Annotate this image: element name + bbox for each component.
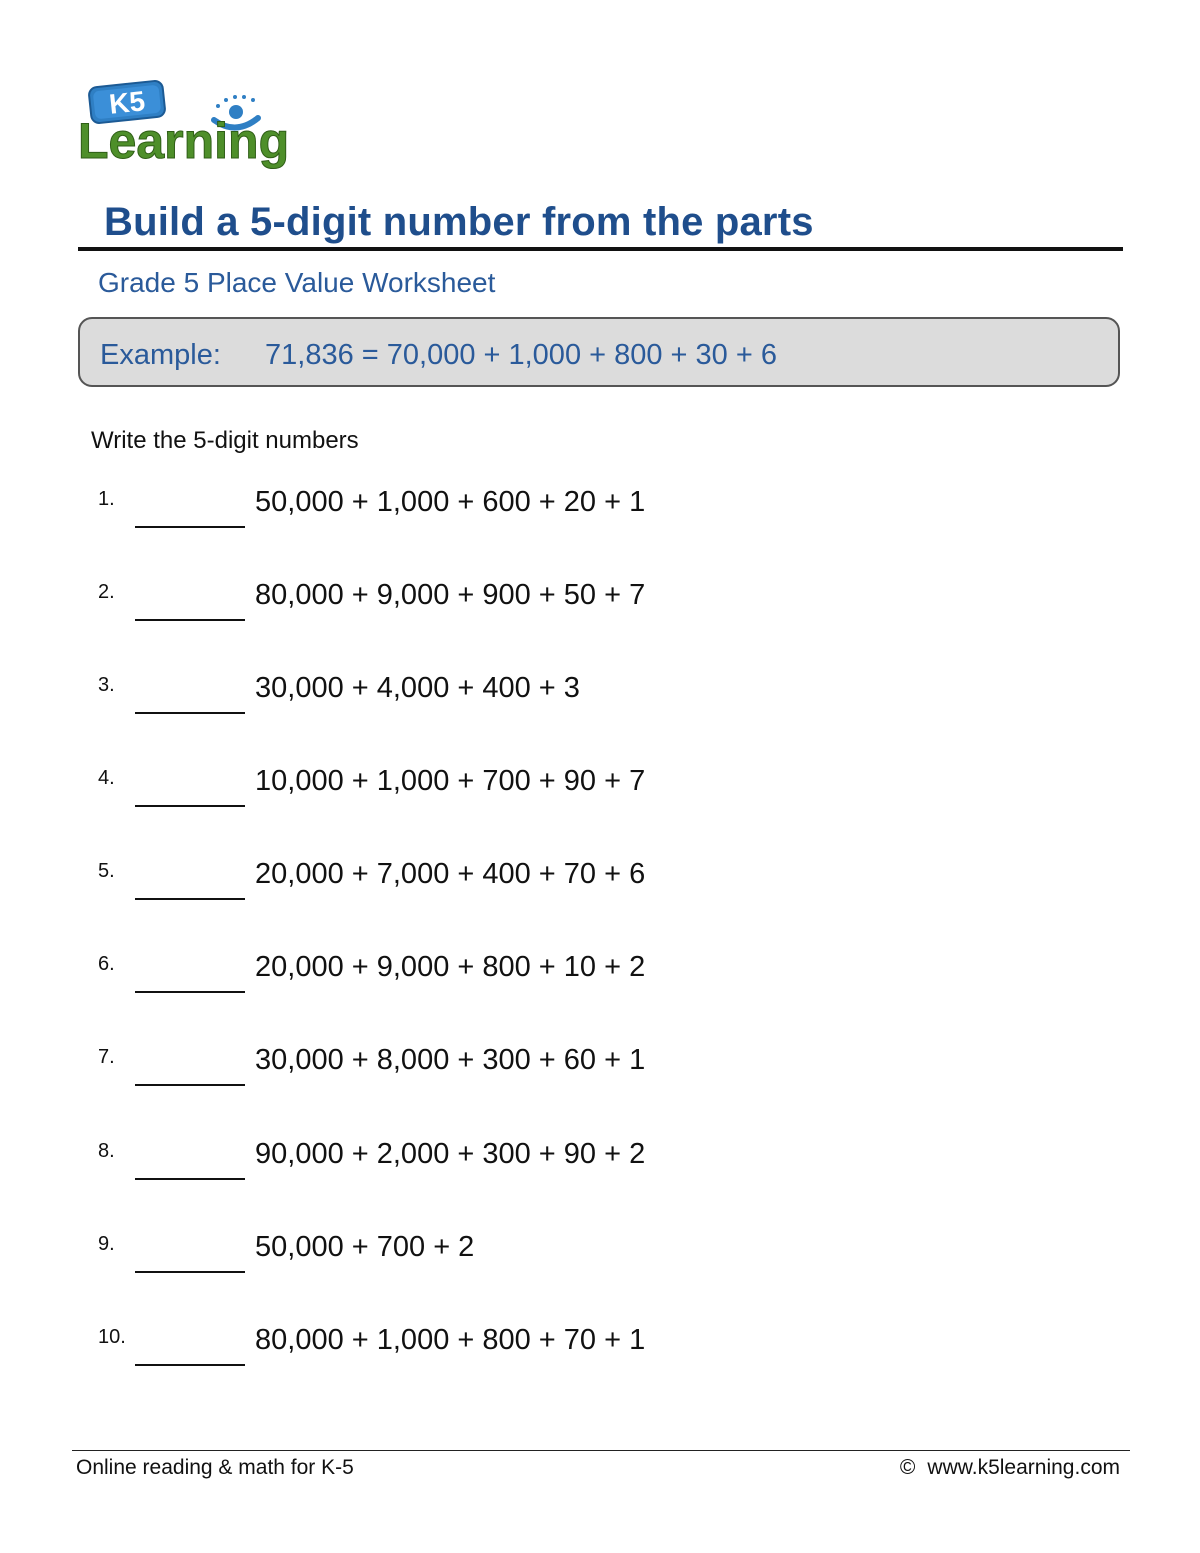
problem-number: 4.: [98, 767, 115, 789]
problem-item: [90, 674, 790, 724]
copyright-icon: ©: [899, 1456, 916, 1479]
problem-expression: 80,000 + 9,000 + 900 + 50 + 7: [255, 579, 646, 611]
problem-expression: 30,000 + 8,000 + 300 + 60 + 1: [255, 1044, 646, 1076]
problem-number: 9.: [98, 1233, 115, 1255]
example-expression: 71,836 = 70,000 + 1,000 + 800 + 30 + 6: [265, 339, 777, 371]
problem-expression: 50,000 + 1,000 + 600 + 20 + 1: [255, 486, 646, 518]
answer-blank[interactable]: [135, 526, 245, 528]
problem-item: [90, 581, 790, 631]
problem-item: [90, 860, 790, 910]
problem-number: 10.: [98, 1326, 126, 1348]
problem-expression: 10,000 + 1,000 + 700 + 90 + 7: [255, 765, 646, 797]
problem-number: 6.: [98, 953, 115, 975]
problem-expression: 90,000 + 2,000 + 300 + 90 + 2: [255, 1138, 646, 1170]
problem-number: 5.: [98, 860, 115, 882]
problem-expression: 20,000 + 9,000 + 800 + 10 + 2: [255, 951, 646, 983]
instructions: Write the 5-digit numbers: [91, 427, 359, 454]
problem-expression: 80,000 + 1,000 + 800 + 70 + 1: [255, 1324, 646, 1356]
footer-divider: [72, 1450, 1130, 1451]
answer-blank[interactable]: [135, 619, 245, 621]
problem-expression: 50,000 + 700 + 2: [255, 1231, 475, 1263]
problem-item: [90, 1140, 790, 1190]
answer-blank[interactable]: [135, 991, 245, 993]
answer-blank[interactable]: [135, 712, 245, 714]
problem-number: 2.: [98, 581, 115, 603]
problem-number: 3.: [98, 674, 115, 696]
answer-blank[interactable]: [135, 1364, 245, 1366]
example-label: Example:: [100, 339, 221, 371]
problem-item: [90, 953, 790, 1003]
footer-website-link[interactable]: www.k5learning.com: [927, 1456, 1120, 1479]
answer-blank[interactable]: [135, 1271, 245, 1273]
problem-expression: 30,000 + 4,000 + 400 + 3: [255, 672, 580, 704]
footer-tagline: Online reading & math for K-5: [76, 1456, 354, 1479]
problem-item: [90, 1046, 790, 1096]
logo-badge-text: K5: [107, 85, 147, 120]
problem-item: [90, 1233, 790, 1283]
problem-item: [90, 1326, 790, 1376]
logo-word-text: Learning: [78, 113, 290, 169]
problem-number: 1.: [98, 488, 115, 510]
answer-blank[interactable]: [135, 898, 245, 900]
problem-item: [90, 767, 790, 817]
problem-number: 7.: [98, 1046, 115, 1068]
page-title: Build a 5-digit number from the parts: [104, 200, 814, 244]
answer-blank[interactable]: [135, 1084, 245, 1086]
problem-expression: 20,000 + 7,000 + 400 + 70 + 6: [255, 858, 646, 890]
problem-number: 8.: [98, 1140, 115, 1162]
page-subtitle: Grade 5 Place Value Worksheet: [98, 267, 496, 298]
answer-blank[interactable]: [135, 1178, 245, 1180]
footer-website[interactable]: [900, 1456, 1120, 1480]
answer-blank[interactable]: [135, 805, 245, 807]
problem-item: [90, 488, 790, 538]
